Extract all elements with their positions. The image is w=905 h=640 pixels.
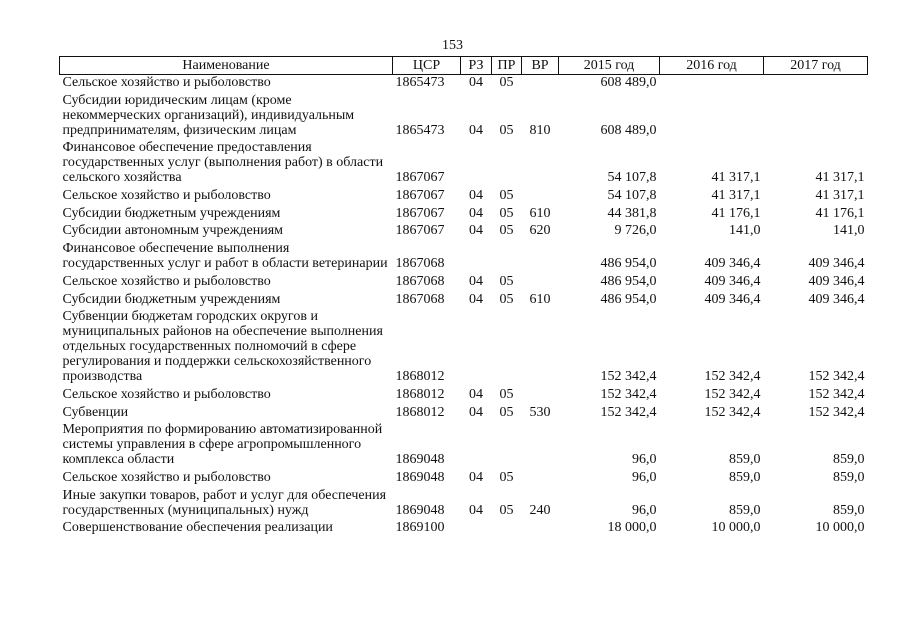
row-pr: 05 (499, 273, 514, 289)
row-2017: 152 342,4 (808, 404, 865, 420)
row-pr (492, 309, 522, 387)
row-vr (522, 241, 559, 274)
row-pr (492, 140, 522, 188)
row-2015: 96,0 (632, 452, 657, 468)
row-2015: 152 342,4 (600, 386, 657, 402)
row-name: Субсидии бюджетным учреждениям (62, 291, 281, 307)
row-pr: 05 (499, 291, 514, 307)
row-csr: 1868012 (395, 386, 445, 402)
row-2017: 41 317,1 (815, 170, 865, 186)
row-2017: 41 176,1 (815, 205, 865, 221)
row-csr: 1868012 (395, 404, 445, 420)
row-name: Субсидии юридическим лицам (кроме некоммерческих организаций), индивидуальным предпринимателям, физическим лицам (62, 92, 355, 138)
row-vr: 810 (529, 122, 551, 138)
table-row (60, 274, 868, 292)
table-row (60, 188, 868, 206)
row-pr: 05 (499, 75, 514, 90)
row-2017 (764, 75, 868, 93)
table-row (60, 387, 868, 405)
row-vr: 240 (529, 502, 551, 518)
row-vr (522, 309, 559, 387)
row-2015: 152 342,4 (600, 404, 657, 420)
row-name: Совершенствование обеспечения реализации (62, 520, 333, 536)
row-csr: 1868012 (395, 369, 445, 385)
row-2017: 152 342,4 (808, 369, 865, 385)
row-name: Субвенции (62, 404, 129, 420)
row-rz: 04 (469, 205, 483, 221)
row-name: Субсидии бюджетным учреждениям (62, 205, 281, 221)
row-pr (492, 520, 522, 538)
row-pr: 05 (499, 502, 514, 518)
table-row (60, 75, 868, 93)
column-header-2017: 2017 год (764, 57, 868, 75)
table-row (60, 223, 868, 241)
row-2015: 152 342,4 (600, 369, 657, 385)
row-2015: 54 107,8 (607, 188, 657, 204)
table-row (60, 93, 868, 141)
row-2017 (764, 93, 868, 141)
row-csr: 1867068 (395, 291, 445, 307)
row-2017: 409 346,4 (808, 291, 865, 307)
table-row (60, 309, 868, 387)
row-name: Финансовое обеспечение предоставления государственных услуг (выполнения работ) в области сельского хозяйства (62, 140, 384, 186)
row-pr: 05 (499, 122, 514, 138)
row-2015: 96,0 (632, 502, 657, 518)
table-row (60, 241, 868, 274)
row-2017: 41 317,1 (815, 188, 865, 204)
row-name: Сельское хозяйство и рыболовство (62, 386, 271, 402)
row-2016: 859,0 (729, 502, 761, 518)
row-2017: 409 346,4 (808, 273, 865, 289)
row-2015: 18 000,0 (607, 520, 657, 536)
row-rz: 04 (469, 386, 483, 402)
table-row (60, 292, 868, 310)
row-csr: 1867068 (395, 256, 445, 272)
row-2016: 409 346,4 (704, 273, 761, 289)
table-header-row (60, 57, 868, 75)
row-2015: 486 954,0 (600, 291, 657, 307)
row-vr: 610 (529, 291, 551, 307)
row-rz (461, 241, 492, 274)
row-pr: 05 (499, 188, 514, 204)
row-2015: 486 954,0 (600, 273, 657, 289)
row-name: Субсидии автономным учреждениям (62, 223, 284, 239)
row-2016 (660, 93, 764, 141)
row-rz (461, 520, 492, 538)
column-header-csr: ЦСР (393, 57, 461, 75)
row-vr (522, 470, 559, 488)
row-vr (522, 140, 559, 188)
row-pr (492, 241, 522, 274)
row-2015: 54 107,8 (607, 170, 657, 186)
row-csr: 1869100 (395, 520, 445, 536)
row-rz (461, 140, 492, 188)
row-rz (461, 309, 492, 387)
row-2015: 44 381,8 (607, 205, 657, 221)
row-vr: 620 (529, 223, 551, 239)
row-rz: 04 (469, 273, 483, 289)
row-2017: 859,0 (833, 502, 865, 518)
table-row (60, 422, 868, 470)
row-2016: 409 346,4 (704, 256, 761, 272)
row-2015: 608 489,0 (600, 75, 657, 90)
row-rz: 04 (469, 75, 483, 90)
row-rz: 04 (469, 122, 483, 138)
row-2016: 409 346,4 (704, 291, 761, 307)
column-header-name: Наименование (60, 57, 393, 75)
column-header-rz: РЗ (461, 57, 492, 75)
row-2017: 859,0 (833, 469, 865, 485)
row-2016: 41 317,1 (711, 188, 761, 204)
row-rz: 04 (469, 404, 483, 420)
row-vr: 530 (529, 404, 551, 420)
row-csr: 1867067 (395, 188, 445, 204)
row-pr (492, 422, 522, 470)
row-rz: 04 (469, 502, 483, 518)
row-pr: 05 (499, 404, 514, 420)
row-2017: 141,0 (833, 223, 865, 239)
table-row (60, 206, 868, 224)
row-vr (522, 422, 559, 470)
row-vr (522, 274, 559, 292)
row-2016: 41 176,1 (711, 205, 761, 221)
row-2016: 859,0 (729, 469, 761, 485)
row-csr: 1867068 (395, 273, 445, 289)
row-2016: 152 342,4 (704, 369, 761, 385)
row-2016 (660, 75, 764, 93)
row-2017: 152 342,4 (808, 386, 865, 402)
row-vr: 610 (529, 205, 551, 221)
row-2016: 41 317,1 (711, 170, 761, 186)
row-2015: 96,0 (632, 469, 657, 485)
row-2017: 859,0 (833, 452, 865, 468)
table-row (60, 488, 868, 521)
budget-table (59, 56, 868, 538)
row-name: Субвенции бюджетам городских округов и муниципальных районов на обеспечение выполнения отдельных государственных полномочий в сфере регулирования и поддержки сельскохозяйственного производства (62, 309, 383, 385)
row-csr: 1867067 (395, 223, 445, 239)
row-2016: 152 342,4 (704, 386, 761, 402)
row-vr (522, 188, 559, 206)
row-vr (522, 387, 559, 405)
row-name: Сельское хозяйство и рыболовство (62, 188, 271, 204)
row-name: Сельское хозяйство и рыболовство (62, 75, 271, 90)
row-pr: 05 (499, 469, 514, 485)
row-rz: 04 (469, 291, 483, 307)
table-row (60, 405, 868, 423)
row-2015: 9 726,0 (614, 223, 657, 239)
row-2016: 859,0 (729, 452, 761, 468)
row-rz: 04 (469, 188, 483, 204)
row-csr: 1869048 (395, 502, 445, 518)
row-rz: 04 (469, 223, 483, 239)
row-2016: 152 342,4 (704, 404, 761, 420)
table-row (60, 140, 868, 188)
row-name: Сельское хозяйство и рыболовство (62, 469, 271, 485)
row-2016: 10 000,0 (711, 520, 761, 536)
row-2015: 608 489,0 (600, 122, 657, 138)
row-2017: 409 346,4 (808, 256, 865, 272)
row-csr: 1867067 (395, 170, 445, 186)
row-pr: 05 (499, 223, 514, 239)
row-csr: 1867067 (395, 205, 445, 221)
row-csr: 1869048 (395, 469, 445, 485)
column-header-2016: 2016 год (660, 57, 764, 75)
table-row (60, 470, 868, 488)
table-row (60, 520, 868, 538)
row-name: Иные закупки товаров, работ и услуг для обеспечения государственных (муниципальных) нужд (62, 487, 387, 518)
row-csr: 1865473 (395, 122, 445, 138)
column-header-pr: ПР (492, 57, 522, 75)
row-2015: 486 954,0 (600, 256, 657, 272)
row-name: Мероприятия по формированию автоматизированной системы управления в сфере агропромышленного комплекса области (62, 422, 383, 468)
row-rz: 04 (469, 469, 483, 485)
row-pr: 05 (499, 205, 514, 221)
row-vr (522, 520, 559, 538)
page-number: 153 (442, 38, 463, 53)
row-csr: 1869048 (395, 452, 445, 468)
row-pr: 05 (499, 386, 514, 402)
row-rz (461, 422, 492, 470)
column-header-vr: ВР (522, 57, 559, 75)
column-header-2015: 2015 год (559, 57, 660, 75)
row-2017: 10 000,0 (815, 520, 865, 536)
row-name: Сельское хозяйство и рыболовство (62, 273, 271, 289)
row-2016: 141,0 (729, 223, 761, 239)
row-vr (522, 75, 559, 93)
row-name: Финансовое обеспечение выполнения государственных услуг и работ в области ветеринарии (62, 241, 388, 272)
row-csr: 1865473 (395, 75, 445, 90)
